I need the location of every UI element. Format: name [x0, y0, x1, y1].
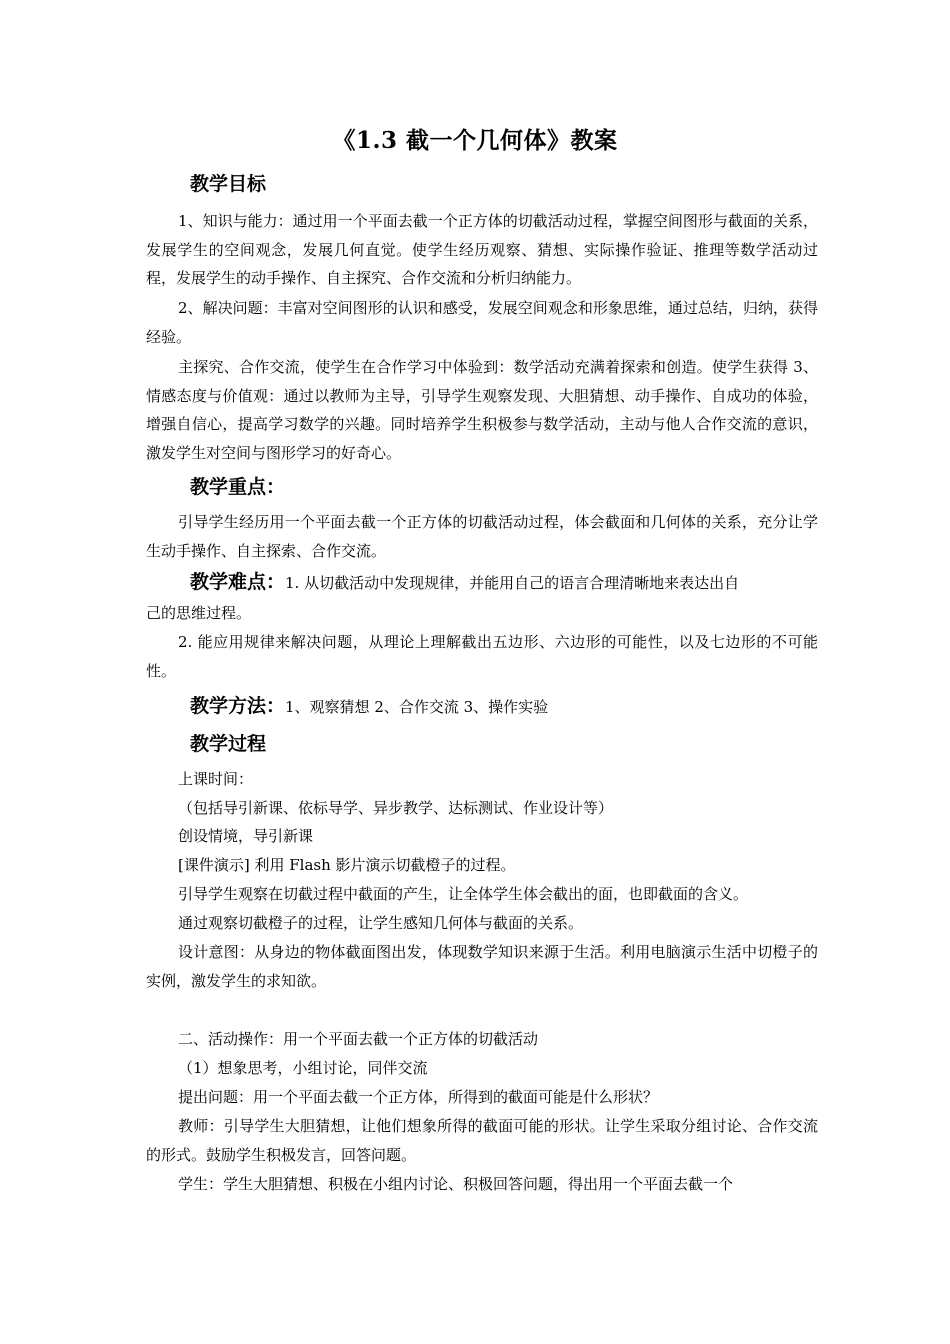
teacher-paragraph: 教师：引导学生大胆猜想，让他们想象所得的截面可能的形状。让学生采取分组讨论、合作交流的形式。鼓励学生积极发言，回答问题。 — [146, 1117, 818, 1164]
student-paragraph: 学生：学生大胆猜想、积极在小组内讨论、积极回答问题，得出用一个平面去截一个 — [178, 1175, 734, 1193]
process-line-4: [课件演示] 利用 Flash 影片演示切截橙子的过程。 — [178, 856, 516, 874]
goals-paragraph-2: 2、解决问题：丰富对空间图形的认识和感受，发展空间观念和形象思维，通过总结，归纳，获得经验。 — [146, 299, 818, 346]
activity-line-3: 提出问题：用一个平面去截一个正方体，所得到的截面可能是什么形状？ — [178, 1088, 659, 1106]
key-points-heading: 教学重点： — [190, 476, 286, 498]
difficulties-first-line: 1. 从切截活动中发现规律，并能用自己的语言合理清晰地来表达出自 — [285, 574, 740, 592]
activity-line-1: 二、活动操作：用一个平面去截一个正方体的切截活动 — [178, 1030, 539, 1048]
process-line-1: 上课时间： — [178, 770, 254, 788]
goals-heading: 教学目标 — [190, 173, 267, 195]
process-heading: 教学过程 — [190, 733, 267, 755]
goals-paragraph-1: 1、知识与能力：通过用一个平面去截一个正方体的切截活动过程，掌握空间图形与截面的关系，发展学生的空间观念，发展几何直觉。使学生经历观察、猜想、实际操作验证、推理等数学活动过程，发展学生的动手操作、自主探究、合作交流和分析归纳能力。 — [146, 212, 818, 287]
key-points-paragraph: 引导学生经历用一个平面去截一个正方体的切截活动过程，体会截面和几何体的关系，充分让学生动手操作、自主探索、合作交流。 — [146, 513, 818, 560]
difficulties-paragraph-2: 2. 能应用规律来解决问题，从理论上理解截出五边形、六边形的可能性，以及七边形的不可能性。 — [146, 633, 818, 680]
process-line-3: 创设情境，导引新课 — [178, 827, 314, 845]
difficulties-first-line-cont: 己的思维过程。 — [146, 604, 252, 622]
methods-heading-line — [190, 692, 548, 721]
methods-heading: 教学方法： — [190, 695, 286, 717]
process-line-6: 通过观察切截橙子的过程，让学生感知几何体与截面的关系。 — [178, 914, 584, 932]
document-title: 《1.3 截一个几何体》教案 — [332, 127, 618, 154]
methods-text: 1、观察猜想 2、合作交流 3、操作实验 — [285, 698, 549, 716]
difficulties-heading: 教学难点： — [190, 571, 286, 593]
process-line-2: （包括导引新课、依标导学、异步教学、达标测试、作业设计等） — [178, 799, 614, 817]
process-line-5: 引导学生观察在切截过程中截面的产生，让全体学生体会截出的面，也即截面的含义。 — [178, 885, 749, 903]
difficulties-heading-line — [190, 568, 739, 597]
activity-line-2: （1）想象思考，小组讨论，同伴交流 — [178, 1059, 428, 1077]
goals-paragraph-3: 主探究、合作交流，使学生在合作学习中体验到：数学活动充满着探索和创造。使学生获得 3、情感态度与价值观：通过以教师为主导，引导学生观察发现、大胆猜想、动手操作、自成功的体验，增强自信心，提高学习数学的兴趣。同时培养学生积极参与数学活动，主动与他人合作交流的意识，激发学生对空间与图形学习的好奇心。 — [146, 358, 818, 462]
design-intent-paragraph: 设计意图：从身边的物体截面图出发，体现数学知识来源于生活。利用电脑演示生活中切橙子的实例，激发学生的求知欲。 — [146, 943, 818, 990]
